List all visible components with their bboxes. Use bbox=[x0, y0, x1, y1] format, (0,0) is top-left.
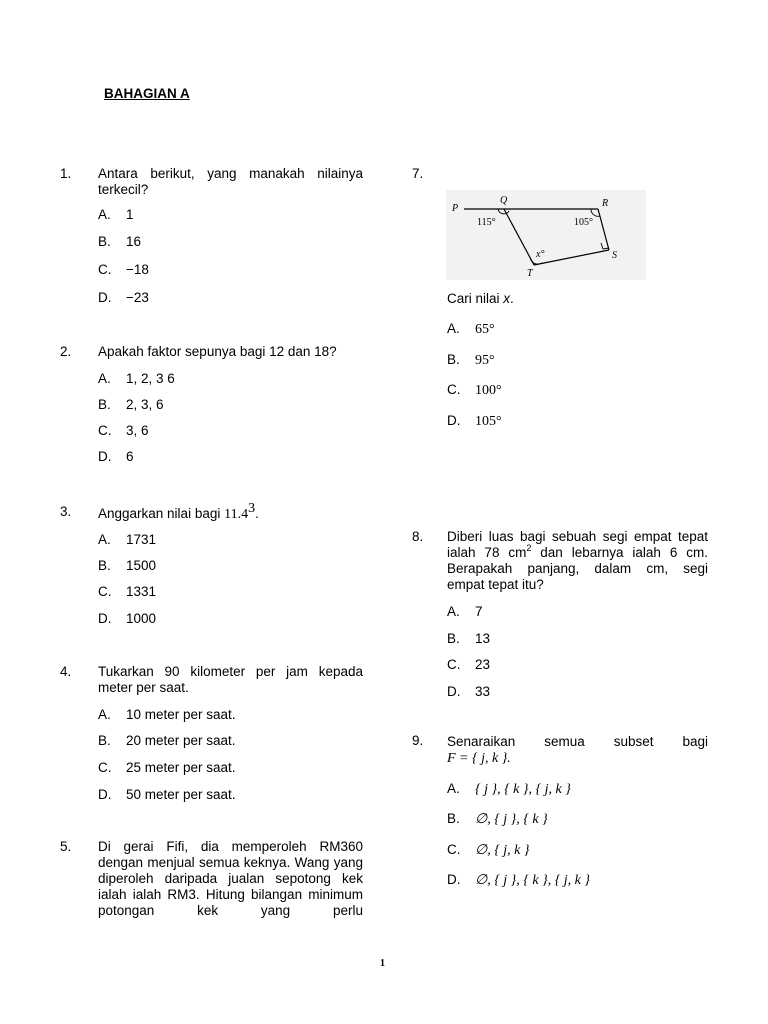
q3-option-b[interactable] bbox=[98, 558, 156, 573]
q9-number: 9. bbox=[412, 733, 424, 748]
q2-text: Apakah faktor sepunya bagi 12 dan 18? bbox=[98, 344, 337, 359]
q9-text bbox=[447, 733, 708, 767]
option-label: A. bbox=[98, 371, 111, 386]
label-angle-q: 115° bbox=[477, 217, 496, 228]
q8-line2-sup: 2 bbox=[526, 543, 532, 553]
q8-option-b[interactable] bbox=[447, 631, 490, 646]
q3-option-c[interactable] bbox=[98, 584, 156, 599]
option-text: ∅, { j }, { k } bbox=[475, 812, 548, 827]
label-r: R bbox=[602, 198, 609, 209]
q2-number: 2. bbox=[60, 344, 72, 359]
option-text: 65° bbox=[475, 322, 495, 337]
option-text: 105° bbox=[475, 414, 502, 429]
q3-option-a[interactable] bbox=[98, 532, 156, 547]
option-text: 23 bbox=[475, 657, 491, 672]
option-label: C. bbox=[98, 584, 112, 599]
option-text: 100° bbox=[475, 383, 502, 398]
q8-line2-a: ialah 78 cm bbox=[447, 545, 527, 560]
q8-option-c[interactable] bbox=[447, 657, 490, 672]
q1-option-d[interactable] bbox=[98, 290, 149, 305]
option-label: B. bbox=[447, 811, 460, 826]
q4-option-b[interactable] bbox=[98, 733, 236, 748]
q1-number: 1. bbox=[60, 166, 72, 181]
option-label: B. bbox=[98, 397, 111, 412]
option-text: 50 meter per saat. bbox=[126, 787, 236, 802]
q8-line1: Diberi luas bagi sebuah segi empat tepat bbox=[447, 529, 708, 544]
q4-text: Tukarkan 90 kilometer per jam kepada meter per saat. bbox=[98, 664, 363, 695]
option-text: 1331 bbox=[126, 584, 157, 599]
option-label: D. bbox=[447, 684, 461, 699]
q7-variable: x bbox=[503, 291, 511, 306]
diagram-background bbox=[446, 190, 646, 280]
q7-prompt-end: . bbox=[510, 291, 514, 306]
option-label: D. bbox=[98, 290, 112, 305]
option-text: { j }, { k }, { j, k } bbox=[475, 782, 571, 797]
q9-option-b[interactable] bbox=[447, 811, 548, 828]
q2-option-b[interactable] bbox=[98, 397, 164, 412]
option-label: C. bbox=[98, 760, 112, 775]
q8-option-a[interactable] bbox=[447, 604, 483, 619]
option-label: C. bbox=[447, 382, 461, 397]
label-p: P bbox=[452, 203, 459, 214]
label-s: S bbox=[612, 250, 617, 261]
option-text: 1 bbox=[126, 207, 134, 222]
q8-number: 8. bbox=[412, 529, 424, 544]
q1-option-a[interactable] bbox=[98, 207, 134, 222]
q4-option-d[interactable] bbox=[98, 787, 236, 802]
option-label: A. bbox=[447, 604, 460, 619]
q9-set: F = { j, k }. bbox=[447, 751, 511, 766]
option-text: 1500 bbox=[126, 558, 157, 573]
option-label: D. bbox=[98, 611, 112, 626]
q2-option-a[interactable] bbox=[98, 371, 175, 386]
label-t: T bbox=[527, 268, 533, 279]
q4-option-a[interactable] bbox=[98, 707, 236, 722]
option-label: D. bbox=[98, 787, 112, 802]
q4-number: 4. bbox=[60, 664, 72, 679]
q3-base: 11.4 bbox=[224, 507, 249, 522]
option-label: D. bbox=[447, 872, 461, 887]
q3-exponent: 3 bbox=[248, 501, 256, 516]
option-text: 33 bbox=[475, 684, 491, 699]
option-label: C. bbox=[447, 657, 461, 672]
option-label: A. bbox=[98, 707, 111, 722]
option-label: A. bbox=[98, 207, 111, 222]
q7-diagram bbox=[446, 190, 646, 280]
q4-option-c[interactable] bbox=[98, 760, 236, 775]
option-label: C. bbox=[98, 423, 112, 438]
option-label: B. bbox=[447, 352, 460, 367]
q3-number: 3. bbox=[60, 504, 72, 519]
section-title: BAHAGIAN A bbox=[104, 86, 190, 101]
q9-option-d[interactable] bbox=[447, 872, 590, 889]
q7-option-b[interactable] bbox=[447, 352, 495, 369]
option-label: D. bbox=[98, 449, 112, 464]
option-label: B. bbox=[98, 234, 111, 249]
q3-text bbox=[98, 501, 259, 523]
option-text: 7 bbox=[475, 604, 483, 619]
q8-line3: Berapakah panjang, dalam cm, segi bbox=[447, 561, 708, 576]
option-text: 2, 3, 6 bbox=[126, 397, 164, 412]
option-text: 3, 6 bbox=[126, 423, 149, 438]
label-angle-x: x° bbox=[536, 249, 545, 260]
q1-text: Antara berikut, yang manakah nilainya terkecil? bbox=[98, 166, 363, 197]
q7-option-a[interactable] bbox=[447, 321, 495, 338]
q2-option-d[interactable] bbox=[98, 449, 134, 464]
option-label: C. bbox=[447, 842, 461, 857]
option-text: 95° bbox=[475, 353, 495, 368]
q8-text bbox=[447, 529, 708, 593]
option-text: 20 meter per saat. bbox=[126, 733, 236, 748]
option-text: 1, 2, 3 6 bbox=[126, 371, 175, 386]
option-text: 10 meter per saat. bbox=[126, 707, 236, 722]
q8-line4: empat tepat itu? bbox=[447, 577, 544, 592]
label-angle-r: 105° bbox=[574, 217, 593, 228]
q1-option-b[interactable] bbox=[98, 234, 141, 249]
q9-line1: Senaraikan semua subset bagi bbox=[447, 734, 708, 749]
q5-number: 5. bbox=[60, 839, 72, 854]
q7-number: 7. bbox=[412, 166, 424, 181]
q1-option-c[interactable] bbox=[98, 262, 149, 277]
q8-option-d[interactable] bbox=[447, 684, 490, 699]
page-number: 1 bbox=[380, 958, 385, 969]
q8-line2-b: dan lebarnya ialah 6 cm. bbox=[531, 545, 708, 560]
option-text: 16 bbox=[126, 234, 142, 249]
option-text: 6 bbox=[126, 449, 134, 464]
q9-option-c[interactable] bbox=[447, 842, 530, 859]
option-text: 25 meter per saat. bbox=[126, 760, 236, 775]
q3-end: . bbox=[255, 506, 259, 521]
option-text: −18 bbox=[126, 262, 149, 277]
q7-prompt-text: Cari nilai bbox=[447, 291, 500, 306]
q7-option-c[interactable] bbox=[447, 382, 502, 399]
option-label: B. bbox=[98, 558, 111, 573]
option-label: B. bbox=[447, 631, 460, 646]
option-text: ∅, { j, k } bbox=[475, 843, 530, 858]
q8-line2 bbox=[447, 545, 708, 561]
option-label: A. bbox=[447, 321, 460, 336]
option-label: A. bbox=[447, 781, 460, 796]
q7-prompt bbox=[447, 291, 514, 306]
option-text: −23 bbox=[126, 290, 149, 305]
label-q: Q bbox=[500, 195, 508, 206]
q2-option-c[interactable] bbox=[98, 423, 149, 438]
q3-option-d[interactable] bbox=[98, 611, 156, 626]
option-text: 1000 bbox=[126, 611, 157, 626]
q7-option-d[interactable] bbox=[447, 413, 502, 430]
option-label: D. bbox=[447, 413, 461, 428]
option-text: 1731 bbox=[126, 532, 157, 547]
option-label: B. bbox=[98, 733, 111, 748]
q3-prompt: Anggarkan nilai bagi bbox=[98, 506, 221, 521]
option-label: A. bbox=[98, 532, 111, 547]
option-label: C. bbox=[98, 262, 112, 277]
q9-option-a[interactable] bbox=[447, 781, 571, 798]
option-text: ∅, { j }, { k }, { j, k } bbox=[475, 873, 590, 888]
q5-text: Di gerai Fifi, dia memperoleh RM360 dengan menjual semua keknya. Wang yang diperoleh daripada jualan sepotong kek ialah ialah RM3. Hitung bilangan minimum potongan kek yang perlu bbox=[98, 839, 363, 918]
option-text: 13 bbox=[475, 631, 491, 646]
